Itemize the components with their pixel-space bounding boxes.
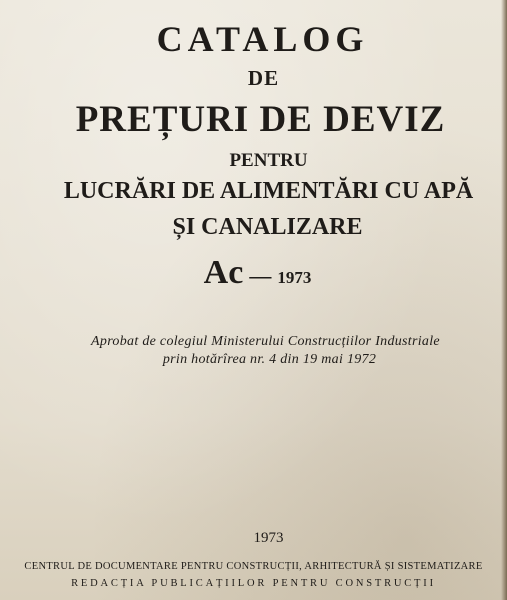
title-de: DE bbox=[247, 66, 280, 90]
approval-line-2: prin hotărîrea nr. 4 din 19 mai 1972 bbox=[162, 352, 377, 367]
catalog-code bbox=[0, 254, 507, 292]
title-lucrari: LUCRĂRI DE ALIMENTĂRI CU APĂ bbox=[63, 178, 474, 204]
approval-line-1: Aprobat de colegiul Ministerului Construcțiilor Industriale bbox=[91, 334, 440, 349]
catalog-code-label: Ac bbox=[203, 254, 244, 291]
title-preturi-de-deviz: PREȚURI DE DEVIZ bbox=[75, 99, 446, 140]
catalog-code-dash: — bbox=[249, 263, 272, 288]
publisher-line-1: CENTRUL DE DOCUMENTARE PENTRU CONSTRUCȚII, ARHITECTURĂ ȘI SISTEMATIZARE bbox=[24, 561, 483, 572]
title-pentru: PENTRU bbox=[229, 150, 308, 171]
title-catalog: CATALOG bbox=[156, 19, 369, 59]
page-edge-shadow bbox=[501, 0, 507, 600]
publication-year: 1973 bbox=[253, 530, 284, 546]
title-canalizare: ȘI CANALIZARE bbox=[172, 214, 363, 240]
publisher-line-2: REDACȚIA PUBLICAȚIILOR PENTRU CONSTRUCȚII bbox=[71, 578, 436, 589]
catalog-code-year: 1973 bbox=[277, 268, 312, 287]
